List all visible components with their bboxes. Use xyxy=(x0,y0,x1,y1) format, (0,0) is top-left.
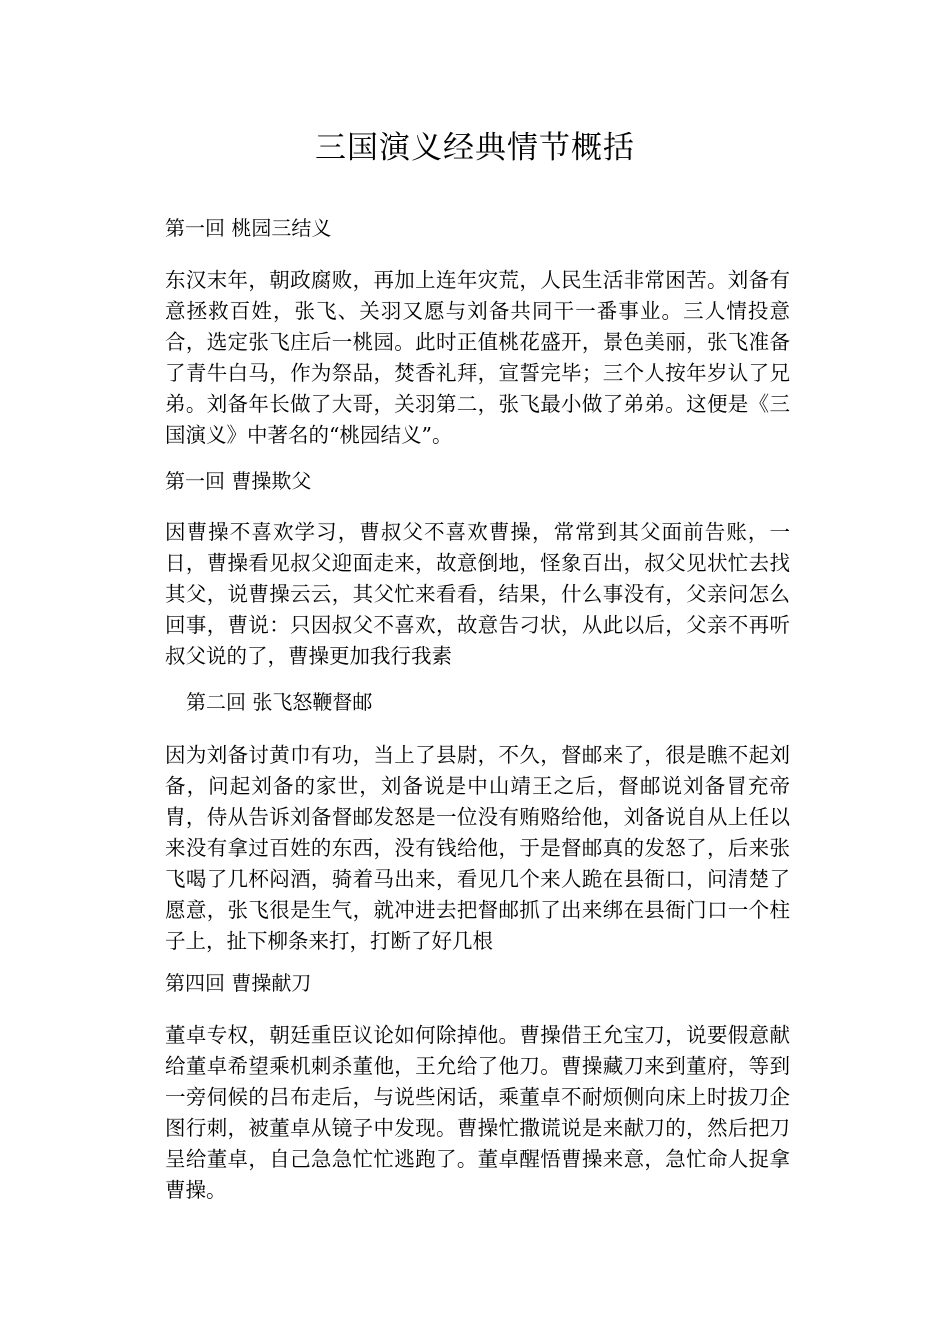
section-heading-zhangfei-bianduyou: 第二回 张飞怒鞭督邮 xyxy=(186,690,373,714)
section-heading-caocao-xiandao: 第四回 曹操献刀 xyxy=(165,971,312,995)
section-body-taoyuan: 东汉末年，朝政腐败，再加上连年灾荒，人民生活非常困苦。刘备有意拯救百姓，张飞、关羽又愿与刘备共同干一番事业。三人情投意合，选定张飞庄后一桃园。此时正值桃花盛开，景色美丽，张飞准备了青牛白马，作为祭品，焚香礼拜，宣誓完毕；三个人按年岁认了兄弟。刘备年长做了大哥，关羽第二，张飞最小做了弟弟。这便是《三国演义》中著名的“桃园结义”。 xyxy=(165,268,790,447)
document-title: 三国演义经典情节概括 xyxy=(315,130,635,166)
section-body-caocao-qifu: 因曹操不喜欢学习，曹叔父不喜欢曹操，常常到其父面前告账，一日，曹操看见叔父迎面走来，故意倒地，怪象百出，叔父见状忙去找其父，说曹操云云，其父忙来看看，结果，什么事没有，父亲问怎么回事，曹说：只因叔父不喜欢，故意告刁状，从此以后，父亲不再听叔父说的了，曹操更加我行我素 xyxy=(165,520,790,668)
section-body-caocao-xiandao: 董卓专权，朝廷重臣议论如何除掉他。曹操借王允宝刀，说要假意献给董卓希望乘机刺杀董他，王允给了他刀。曹操藏刀来到董府，等到一旁伺候的吕布走后，与说些闲话，乘董卓不耐烦侧向床上时拔刀企图行刺，被董卓从镜子中发现。曹操忙撒谎说是来献刀的，然后把刀呈给董卓，自己急急忙忙逃跑了。董卓醒悟曹操来意，急忙命人捉拿曹操。 xyxy=(165,1023,790,1202)
section-heading-taoyuan: 第一回 桃园三结义 xyxy=(165,216,332,240)
section-heading-caocao-qifu: 第一回 曹操欺父 xyxy=(165,469,312,493)
section-body-zhangfei-bianduyou: 因为刘备讨黄巾有功，当上了县尉，不久，督邮来了，很是瞧不起刘备，问起刘备的家世，刘备说是中山靖王之后，督邮说刘备冒充帝胄，侍从告诉刘备督邮发怒是一位没有贿赂给他，刘备说自从上任以来没有拿过百姓的东西，没有钱给他，于是督邮真的发怒了，后来张飞喝了几杯闷酒，骑着马出来，看见几个来人跪在县衙口，问清楚了愿意，张飞很是生气，就冲进去把督邮抓了出来绑在县衙门口一个柱子上，扯下柳条来打，打断了好几根 xyxy=(165,743,790,953)
